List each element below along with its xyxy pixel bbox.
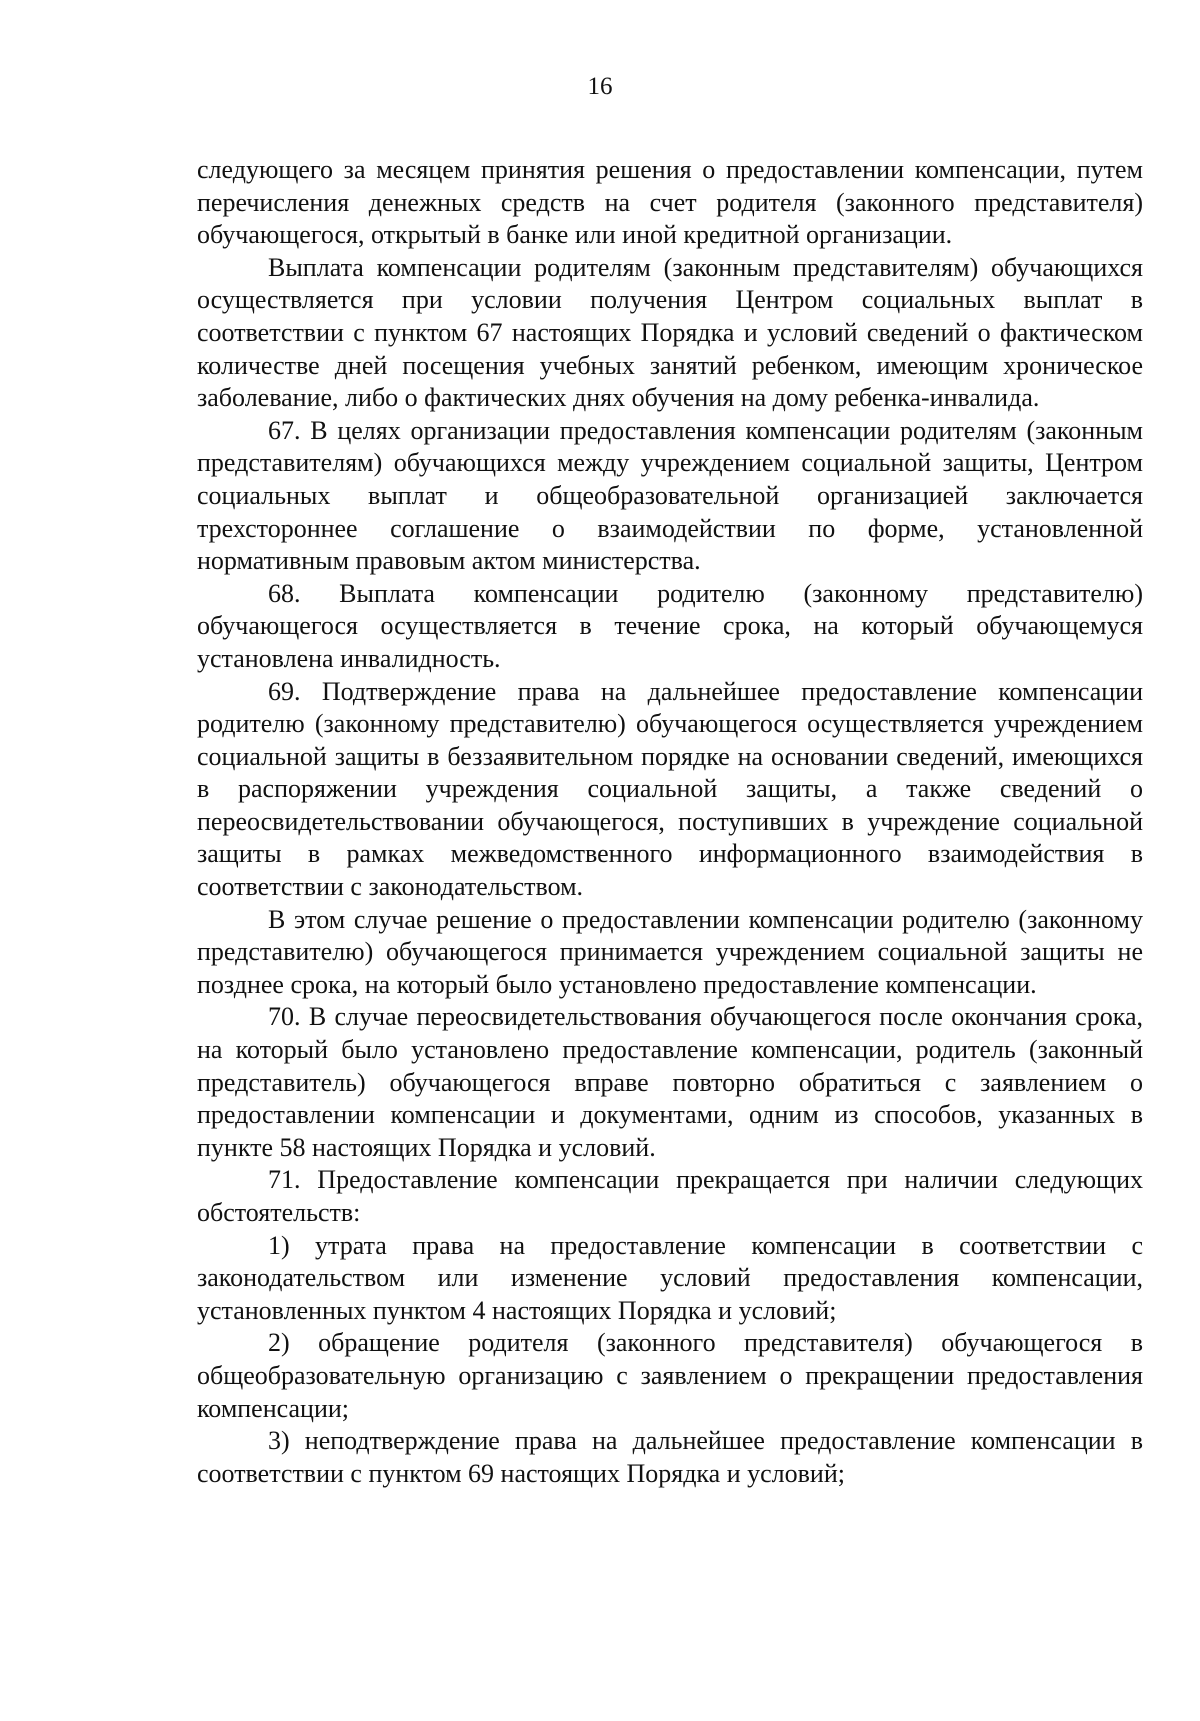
page-number: 16	[587, 73, 613, 100]
paragraph-item-67: 67. В целях организации предоставления компенсации родителям (законным представителям) обучающихся между учреждением социальной защиты, Центром социальных выплат и общеобразовательной организацией заключается трехстороннее соглашение о взаимодействии по форме, установленной нормативным правовым актом министерства.	[197, 415, 1143, 576]
paragraph-continuation: следующего за месяцем принятия решения о предоставлении компенсации, путем перечисления денежных средств на счет родителя (законного представителя) обучающегося, открытый в банке или иной кредитной организации.	[197, 155, 1143, 250]
paragraph-item-71: 71. Предоставление компенсации прекращается при наличии следующих обстоятельств:	[197, 1165, 1143, 1227]
paragraph-item-70: 70. В случае переосвидетельствования обучающегося после окончания срока, на который было установлено предоставление компенсации, родитель (законный представитель) обучающегося вправе повторно обратиться с заявлением о предоставлении компенсации и документами, одним из способов, указанных в пункте 58 настоящих Порядка и условий.	[197, 1002, 1143, 1162]
list-item-2: 2) обращение родителя (законного представителя) обучающегося в общеобразовательную организацию с заявлением о прекращении предоставления компенсации;	[197, 1328, 1143, 1423]
paragraph-decision: В этом случае решение о предоставлении компенсации родителю (законному представителю) обучающегося принимается учреждением социальной защиты не позднее срока, на который было установлено предоставление компенсации.	[197, 904, 1143, 999]
paragraph-item-68: 68. Выплата компенсации родителю (законному представителю) обучающегося осуществляется в течение срока, на который обучающемуся установлена инвалидность.	[197, 578, 1143, 673]
list-item-1: 1) утрата права на предоставление компенсации в соответствии с законодательством или изменение условий предоставления компенсации, установленных пунктом 4 настоящих Порядка и условий;	[197, 1230, 1143, 1325]
paragraph-item-69: 69. Подтверждение права на дальнейшее предоставление компенсации родителю (законному представителю) обучающегося осуществляется учреждением социальной защиты в беззаявительном порядке на основании сведений, имеющихся в распоряжении учреждения социальной защиты, а также сведений о переосвидетельствовании обучающегося, поступивших в учреждение социальной защиты в рамках межведомственного информационного взаимодействия в соответствии с законодательством.	[197, 676, 1143, 902]
document-body	[197, 154, 1143, 1490]
paragraph-payment-conditions: Выплата компенсации родителям (законным представителям) обучающихся осуществляется при условии получения Центром социальных выплат в соответствии с пунктом 67 настоящих Порядка и условий сведений о фактическом количестве дней посещения учебных занятий ребенком, имеющим хроническое заболевание, либо о фактических днях обучения на дому ребенка-инвалида.	[197, 252, 1143, 413]
list-item-3: 3) неподтверждение права на дальнейшее предоставление компенсации в соответствии с пунктом 69 настоящих Порядка и условий;	[197, 1426, 1143, 1488]
